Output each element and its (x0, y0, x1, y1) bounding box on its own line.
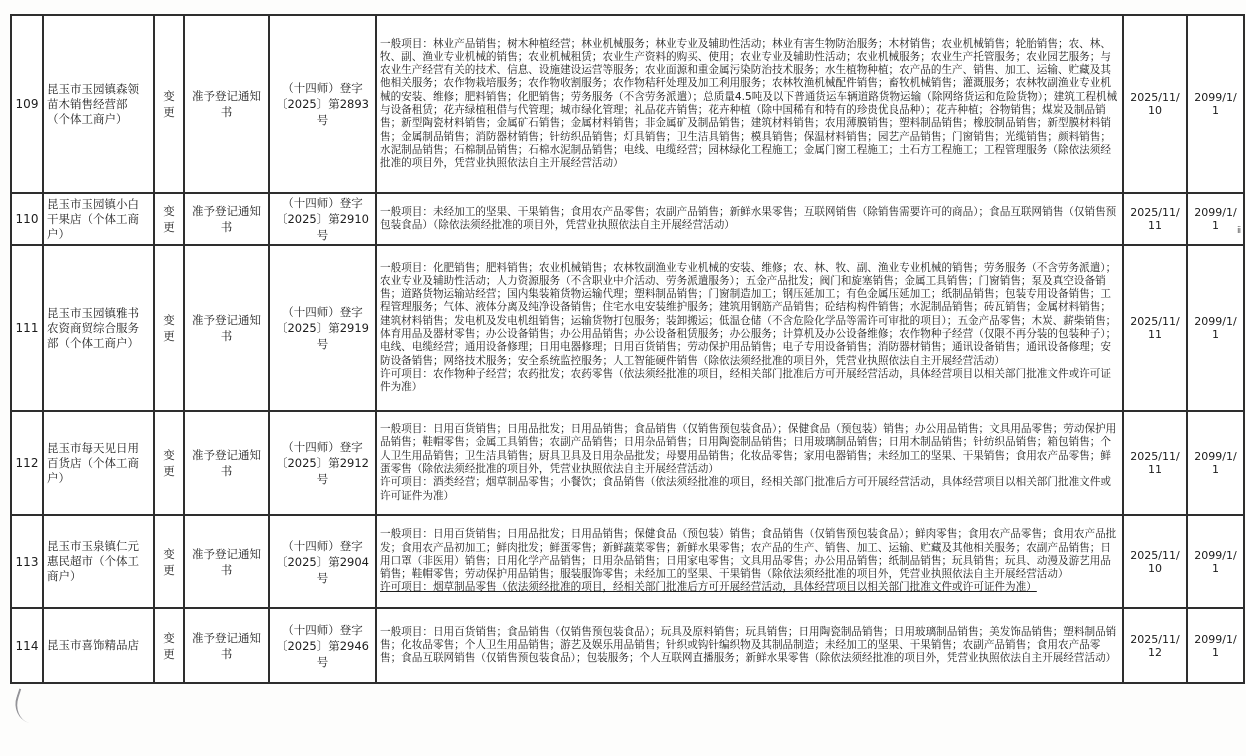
document-number: （十四师）登字〔2025〕第2904号 (269, 515, 376, 608)
expiry-date: 2099/1/1 (1187, 15, 1244, 193)
scope-general: 一般项目：林业产品销售；树木种植经营；林业机械服务；林业专业及辅助性活动；林业有害生物防治服务；木材销售；农业机械销售；轮胎销售；农、林、牧、副、渔业专业机械的销售；农业机械租赁；农业生产资料的购买、使用；农业专业及辅助性活动；农业机械服务；农业生产托管服务；农业园艺服务；与农业生产经营有关的技术、信息、设施建设运营等服务；农业面源和重金属污染防治技术服务；水生植物种植；农产品的生产、销售、加工、运输、贮藏及其他相关服务；农作物栽培服务；农作物收割服务；农作物秸秆处理及加工利用服务；农林牧渔机械配件销售；畜牧机械销售；灌溉服务；农林牧副渔业专业机械的安装、维修；肥料销售；化肥销售；劳务服务（不含劳务派遣）；总质量4.5吨及以下普通货运车辆道路货物运输（除网络货运和危险货物）；建筑工程机械与设备租赁；花卉绿植租借与代管理；城市绿化管理；礼品花卉销售；花卉种植（除中国稀有和特有的珍贵优良品种）；花卉种植；谷物销售；煤炭及制品销售；新型陶瓷材料销售；金属矿石销售；金属材料销售；非金属矿及制品销售；建筑材料销售；农用薄膜销售；塑料制品销售；橡胶制品销售；新型膜材料销售；金属制品销售；消防器材销售；针纺织品销售；灯具销售；卫生洁具销售；模具销售；保温材料销售；园艺产品销售；门窗销售；光缆销售；颜料销售；水泥制品销售；石棉制品销售；石棉水泥制品销售；电线、电缆经营；园林绿化工程施工；金属门窗工程施工；土石方工程施工；工程管理服务（除依法须经批准的项目外，凭营业执照依法自主开展经营活动） (380, 37, 1118, 170)
business-name: 昆玉市玉园镇小白干果店（个体工商户） (43, 193, 154, 245)
scope-general: 一般项目：日用百货销售；日用品批发；日用品销售；保健食品（预包装）销售；食品销售（仅销售预包装食品）；鲜肉零售；食用农产品零售；食用农产品批发；食用农产品初加工；鲜肉批发；鲜蛋零售；新鲜蔬菜零售；新鲜水果零售；农产品的生产、销售、加工、运输、贮藏及其他相关服务；农副产品销售；日用口罩（非医用）销售；日用化学产品销售；日用杂品销售；日用家电零售；文具用品零售；办公用品销售；纸制品销售；玩具销售；玩具、动漫及游艺用品销售；鞋帽零售；劳动保护用品销售；服装服饰零售；未经加工的坚果、干果销售（除依法须经批准的项目外，凭营业执照依法自主开展经营活动） (380, 528, 1117, 581)
approval-date: 2025/11/11 (1123, 193, 1187, 245)
row-number: 111 (11, 245, 43, 411)
change-type: 变更 (154, 411, 184, 515)
business-name: 昆玉市玉泉镇仁元惠民超市（个体工商户） (43, 515, 154, 608)
approval-date: 2025/11/10 (1123, 515, 1187, 608)
row-number: 113 (11, 515, 43, 608)
notice-type: 准予登记通知书 (184, 608, 269, 683)
business-name: 昆玉市每天见日用百货店（个体工商户） (43, 411, 154, 515)
document-number: （十四师）登字〔2025〕第2919号 (269, 245, 376, 411)
business-name: 昆玉市喜饰精品店 (43, 608, 154, 683)
row-number: 112 (11, 411, 43, 515)
business-scope (376, 515, 1123, 608)
scope-general: 一般项目：日用百货销售；日用品批发；日用品销售；食品销售（仅销售预包装食品）；保健食品（预包装）销售；办公用品销售；文具用品零售；劳动保护用品销售；鞋帽零售；金属工具销售；农副产品销售；日用杂品销售；日用陶瓷制品销售；日用玻璃制品销售；日用木制品销售；针纺织品销售；箱包销售；个人卫生用品销售；卫生洁具销售；厨具卫具及日用杂品批发；母婴用品销售；化妆品零售；家用电器销售；未经加工的坚果、干果销售；食用农产品零售；鲜蛋零售（除依法须经批准的项目外，凭营业执照依法自主开展经营活动） (380, 423, 1117, 475)
approval-date: 2025/11/11 (1123, 245, 1187, 411)
business-scope (376, 245, 1123, 411)
registration-table (10, 14, 1245, 684)
document-number: （十四师）登字〔2025〕第2946号 (269, 608, 376, 683)
notice-type: 准予登记通知书 (184, 193, 269, 245)
expiry-date: 2099/1/1 (1187, 245, 1244, 411)
row-number: 114 (11, 608, 43, 683)
table-row (11, 515, 1244, 608)
scan-edge-mark: ⅱ (1237, 226, 1242, 236)
table-row (11, 193, 1244, 245)
change-type: 变更 (154, 515, 184, 608)
table-row (11, 608, 1244, 683)
scan-pen-mark (10, 688, 46, 725)
approval-date: 2025/11/10 (1123, 15, 1187, 193)
table-row (11, 15, 1244, 193)
scope-general: 一般项目：日用百货销售；食品销售（仅销售预包装食品）；玩具及原料销售；玩具销售；日用陶瓷制品销售；日用玻璃制品销售；美发饰品销售；塑料制品销售；化妆品零售；个人卫生用品销售；游艺及娱乐用品销售；针织或钩针编织物及其制品制造；未经加工的坚果、干果销售；农副产品销售；食用农产品零售；食品互联网销售（仅销售预包装食品）；包装服务；个人互联网直播服务；新鲜水果零售（除依法须经批准的项目外，凭营业执照依法自主开展经营活动） (380, 625, 1117, 665)
notice-type: 准予登记通知书 (184, 515, 269, 608)
scope-general: 一般项目：未经加工的坚果、干果销售；食用农产品零售；农副产品销售；新鲜水果零售；互联网销售（除销售需要许可的商品）；食品互联网销售（仅销售预包装食品）（除依法须经批准的项目外，凭营业执照依法自主开展经营活动） (380, 205, 1117, 231)
approval-date: 2025/11/12 (1123, 608, 1187, 683)
scope-general: 一般项目：化肥销售；肥料销售；农业机械销售；农林牧副渔业专业机械的安装、维修；农、林、牧、副、渔业专业机械的销售；劳务服务（不含劳务派遣）；农业专业及辅助性活动；人力资源服务（不含职业中介活动、劳务派遣服务）；五金产品批发；阀门和旋塞销售；金属工具销售；门窗销售；泵及真空设备销售；道路货物运输站经营；国内集装箱货物运输代理；塑料制品销售；门窗制造加工；钢压延加工；有色金属压延加工；纸制品销售；包装专用设备销售；工程管理服务；气体、液体分离及纯净设备销售；住宅水电安装维护服务；建筑用钢筋产品销售；砼结构构件销售；水泥制品销售；砖瓦销售；金属材料销售；建筑材料销售；发电机及发电机组销售；运输货物打包服务；装卸搬运；低温仓储（不含危险化学品等需许可审批的项目）；五金产品零售；木炭、薪柴销售；体育用品及器材零售；办公设备销售；办公用品销售；办公设备租赁服务；办公服务；计算机及办公设备维修；农作物种子经营（仅限不再分装的包装种子）；电线、电缆经营；通用设备修理；日用电器修理；日用百货销售；劳动保护用品销售；电子专用设备销售；消防器材销售；通讯设备销售；通讯设备修理；安防设备销售；网络技术服务；安全系统监控服务；人工智能硬件销售（除依法须经批准的项目外，凭营业执照依法自主开展经营活动） (380, 261, 1117, 367)
table-row (11, 245, 1244, 411)
expiry-date: 2099/1/1 (1187, 515, 1244, 608)
approval-date: 2025/11/11 (1123, 411, 1187, 515)
business-scope (376, 15, 1123, 193)
business-name: 昆玉市玉园镇森领苗木销售经营部（个体工商户） (43, 15, 154, 193)
scope-licensed: 许可项目：烟草制品零售（依法须经批准的项目，经相关部门批准后方可开展经营活动，具体经营项目以相关部门批准文件或许可证件为准） (380, 581, 1037, 594)
notice-type: 准予登记通知书 (184, 15, 269, 193)
expiry-date: 2099/1/1 (1187, 411, 1244, 515)
notice-type: 准予登记通知书 (184, 245, 269, 411)
notice-type: 准予登记通知书 (184, 411, 269, 515)
expiry-date: 2099/1/1 (1187, 193, 1244, 245)
change-type: 变更 (154, 245, 184, 411)
change-type: 变更 (154, 15, 184, 193)
scope-licensed: 许可项目：农作物种子经营；农药批发；农药零售（依法须经批准的项目，经相关部门批准后方可开展经营活动，具体经营项目以相关部门批准文件或许可证件为准） (380, 367, 1111, 394)
business-scope (376, 608, 1123, 683)
business-name: 昆玉市玉园镇雅书农资商贸综合服务部（个体工商户） (43, 245, 154, 411)
scope-licensed: 许可项目：酒类经营；烟草制品零售；小餐饮；食品销售（依法须经批准的项目，经相关部门批准后方可开展经营活动，具体经营项目以相关部门批准文件或许可证件为准） (380, 476, 1111, 502)
change-type: 变更 (154, 608, 184, 683)
row-number: 110 (11, 193, 43, 245)
document-number: （十四师）登字〔2025〕第2893号 (269, 15, 376, 193)
row-number: 109 (11, 15, 43, 193)
business-scope (376, 193, 1123, 245)
business-scope (376, 411, 1123, 515)
document-number: （十四师）登字〔2025〕第2912号 (269, 411, 376, 515)
change-type: 变更 (154, 193, 184, 245)
document-number: （十四师）登字〔2025〕第2910号 (269, 193, 376, 245)
table-row (11, 411, 1244, 515)
expiry-date: 2099/1/1 (1187, 608, 1244, 683)
